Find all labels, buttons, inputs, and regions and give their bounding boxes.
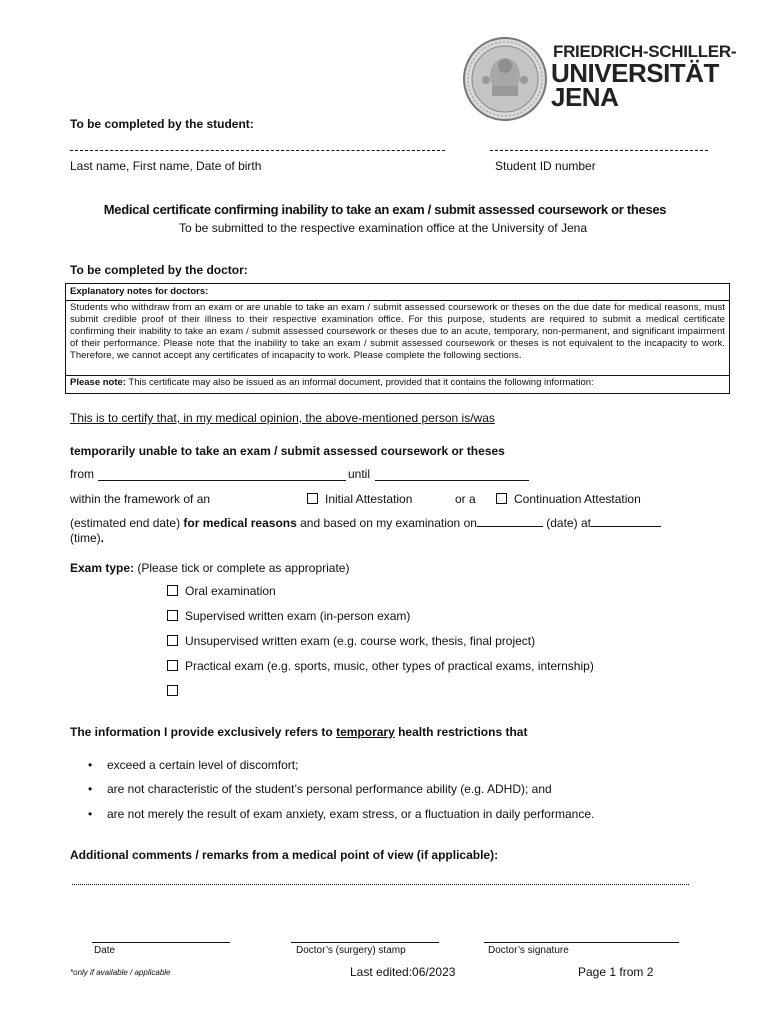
unsupervised-label: Unsupervised written exam (e.g. course work, thesis, final project) — [185, 634, 536, 648]
please-note-label: Please note: — [70, 377, 126, 388]
practical-label: Practical exam (e.g. sports, music, other types of practical exams, internship) — [185, 659, 594, 673]
bullet-item — [88, 807, 594, 821]
notes-header: Explanatory notes for doctors: — [66, 284, 729, 301]
comments-field[interactable] — [72, 884, 689, 885]
bullet-item — [88, 758, 298, 772]
info-pre: The information I provide exclusively refers to — [70, 725, 337, 739]
explanatory-notes-box — [65, 283, 730, 394]
from-label: from — [70, 467, 94, 481]
supervised-label: Supervised written exam (in-person exam) — [185, 609, 411, 623]
university-name-line2: UNIVERSITÄT — [551, 58, 719, 88]
exam-option-oral[interactable] — [167, 584, 276, 598]
initial-attestation-option[interactable] — [307, 492, 412, 506]
certify-statement: This is to certify that, in my medical opinion, the above-mentioned person is/was — [70, 411, 495, 425]
university-seal — [462, 36, 548, 122]
university-name-line3: JENA — [551, 82, 619, 112]
info-post: health restrictions that — [394, 725, 528, 739]
continuation-attestation-option[interactable] — [496, 492, 641, 506]
exam-option-unsupervised[interactable] — [167, 634, 535, 648]
bullet-item — [88, 782, 552, 796]
signature-label: Doctor’s signature — [488, 945, 569, 956]
notes-please-note — [66, 376, 729, 390]
doctor-heading: To be completed by the doctor: — [70, 263, 248, 277]
initial-attestation-checkbox[interactable] — [307, 493, 318, 504]
student-heading: To be completed by the student: — [70, 117, 254, 131]
exam-type-hint: (Please tick or complete as appropriate) — [134, 561, 350, 575]
exam-option-practical[interactable] — [167, 659, 594, 673]
other-checkbox[interactable] — [167, 685, 178, 696]
please-note-text: This certificate may also be issued as an informal document, provided that it contains the following information: — [125, 377, 594, 388]
temporarily-unable: temporarily unable to take an exam / submit assessed coursework or theses — [70, 444, 505, 458]
certificate-title: Medical certificate confirming inability to take an exam / submit assessed coursework or theses — [103, 202, 667, 217]
name-label: Last name, First name, Date of birth — [70, 159, 262, 173]
examination-date-field[interactable] — [477, 515, 543, 527]
bullet-text: exceed a certain level of discomfort; — [107, 758, 299, 772]
exam-option-supervised[interactable] — [167, 609, 410, 623]
comments-heading: Additional comments / remarks from a medical point of view (if applicable): — [70, 848, 499, 862]
date-at-label: (date) at — [542, 516, 591, 530]
doctor-signature-line[interactable] — [484, 942, 679, 943]
estimated-end-line — [70, 515, 661, 530]
initial-attestation-label: Initial Attestation — [325, 492, 413, 506]
footnote: *only if available / applicable — [70, 968, 171, 977]
until-label: until — [348, 467, 371, 481]
info-temporary: temporary — [336, 725, 395, 739]
name-line[interactable] — [70, 150, 445, 151]
unsupervised-checkbox[interactable] — [167, 635, 178, 646]
exam-option-other[interactable] — [167, 684, 185, 698]
last-edited: Last edited:06/2023 — [350, 965, 456, 979]
info-heading — [70, 725, 527, 739]
time-period: . — [100, 531, 105, 545]
notes-body: Students who withdraw from an exam or are unable to take an exam / submit assessed coursework or theses on the due date for medical reasons, must submit credible proof of their illness to their respective examination office. For this purpose, students are required to submit a medical certificate confirming their inability to take an exam / submit assessed coursework or theses due to an acute, temporary, non-permanent, and significant impairment of their performance. Please note that the inability to take an exam / submit assessed coursework or theses is not equivalent to the incapacity to work. Therefore, we cannot accept any certificates of incapacity to work. Please complete the following sections. — [66, 301, 729, 376]
examination-on-label: and based on my examination on — [296, 516, 477, 530]
supervised-checkbox[interactable] — [167, 610, 178, 621]
stamp-label: Doctor’s (surgery) stamp — [296, 945, 406, 956]
stamp-signature-line[interactable] — [291, 942, 439, 943]
from-field[interactable] — [98, 480, 346, 481]
university-name-line1: FRIEDRICH-SCHILLER- — [553, 42, 737, 61]
time-label-line — [70, 531, 104, 545]
continuation-attestation-label: Continuation Attestation — [514, 492, 641, 506]
estimated-end-label: (estimated end date) — [70, 516, 184, 530]
certificate-subtitle: To be submitted to the respective examination office at the University of Jena — [179, 221, 587, 235]
bullet-text: are not characteristic of the student’s personal performance ability (e.g. ADHD); and — [107, 782, 552, 796]
student-id-line[interactable] — [490, 150, 708, 151]
oral-label: Oral examination — [185, 584, 276, 598]
exam-type-label: Exam type: — [70, 561, 135, 575]
practical-checkbox[interactable] — [167, 660, 178, 671]
exam-type-line — [70, 561, 349, 575]
for-medical-reasons: for medical reasons — [183, 516, 297, 530]
bullet-text: are not merely the result of exam anxiety, exam stress, or a fluctuation in daily performance. — [107, 807, 595, 821]
continuation-attestation-checkbox[interactable] — [496, 493, 507, 504]
framework-label: within the framework of an — [70, 492, 211, 506]
page-number: Page 1 from 2 — [578, 965, 654, 979]
student-id-label: Student ID number — [495, 159, 596, 173]
date-label: Date — [94, 945, 116, 956]
or-label: or a — [455, 492, 476, 506]
time-label: (time) — [70, 531, 101, 545]
oral-checkbox[interactable] — [167, 585, 178, 596]
until-field[interactable] — [375, 480, 529, 481]
examination-time-field[interactable] — [591, 515, 661, 527]
date-signature-line[interactable] — [92, 942, 230, 943]
